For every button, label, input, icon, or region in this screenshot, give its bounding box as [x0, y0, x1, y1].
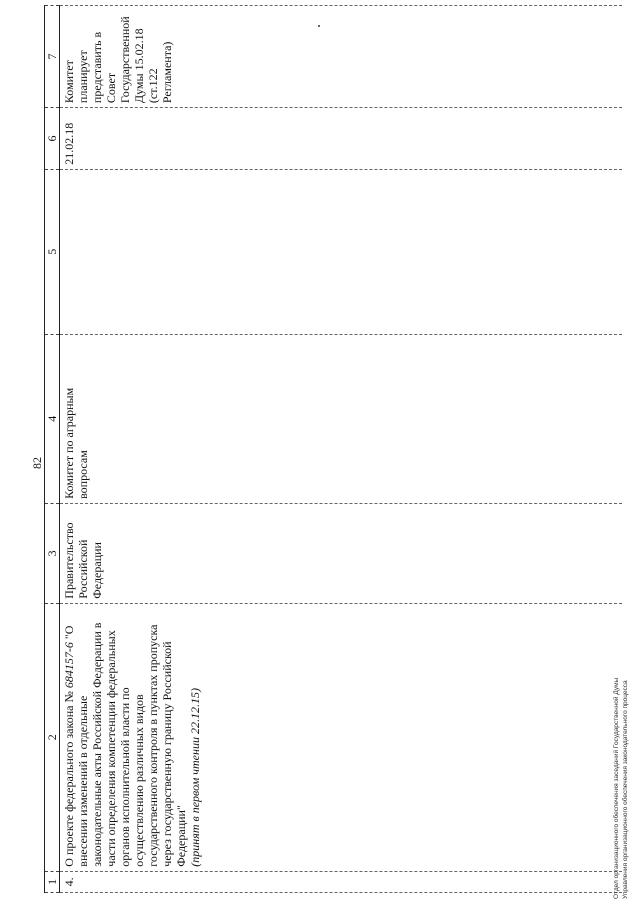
footer-line-2: Управления организационного обеспечения законодательного процесса — [622, 680, 629, 899]
project-prefix: О проекте федерального закона № — [62, 688, 76, 867]
column-header-4: 4 — [45, 334, 60, 503]
project-title: "О внесении изменений в отдельные законодательные акты Российской Федерации в части определения компетенции федеральных органов исполнительной власти по осуществлению различных видов государственного контроля в пунктах пропуска через государственную границу Российской Федерации" — [62, 622, 188, 867]
column-header-3: 3 — [45, 503, 60, 603]
project-cell — [60, 603, 623, 871]
scan-speck — [318, 25, 320, 27]
column-header-2: 2 — [45, 603, 60, 871]
header-row — [45, 6, 60, 893]
footer-line-1: Отдел организационного обеспечения заседаний Государственной Думы — [613, 677, 620, 899]
column-header-1: 1 — [45, 871, 60, 892]
date-cell: 21.02.18 — [60, 108, 623, 170]
project-note: (принят в первом чтении 22.12.15) — [188, 688, 202, 867]
page-number: 82 — [30, 457, 44, 469]
remark-cell: Комитет планирует представить в Совет Государственной Думы 15.02.18 (ст.122 Регламента) — [60, 6, 623, 108]
column-header-6: 6 — [45, 108, 60, 170]
column-5-cell — [60, 169, 623, 334]
bills-table — [44, 5, 622, 893]
table-row — [60, 6, 623, 893]
row-number: 4. — [60, 871, 623, 892]
column-header-5: 5 — [45, 169, 60, 334]
committee-cell: Комитет по аграрным вопросам — [60, 334, 623, 503]
project-number: 684157-6 — [62, 642, 76, 689]
column-header-7: 7 — [45, 6, 60, 108]
footer — [612, 678, 630, 899]
initiator-cell: Правительство Российской Федерации — [60, 503, 623, 603]
